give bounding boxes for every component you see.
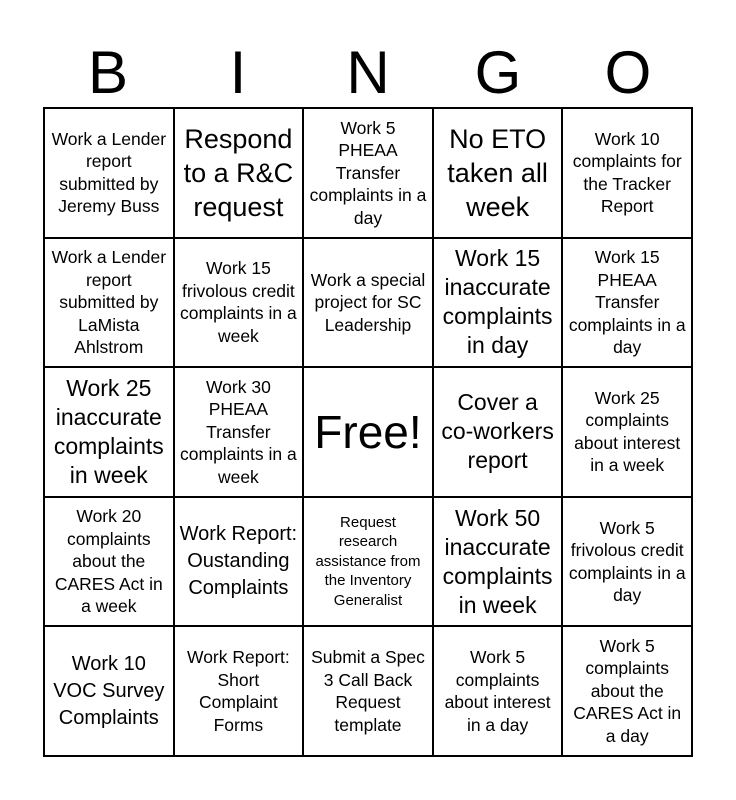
bingo-header bbox=[43, 40, 693, 106]
cell-text: Cover a co-workers report bbox=[441, 389, 554, 474]
bingo-cell-r2c3[interactable] bbox=[303, 238, 433, 368]
bingo-cell-r5c3[interactable] bbox=[303, 626, 433, 756]
cell-text: Submit a Spec 3 Call Back Request template bbox=[311, 647, 425, 735]
bingo-cell-r5c4[interactable] bbox=[433, 626, 563, 756]
bingo-cell-r1c1[interactable] bbox=[44, 108, 174, 238]
bingo-cell-r2c2[interactable] bbox=[174, 238, 304, 368]
cell-text: Work Report: Short Complaint Forms bbox=[187, 647, 290, 735]
cell-text: Work 10 VOC Survey Complaints bbox=[53, 652, 165, 729]
bingo-cell-r4c4[interactable] bbox=[433, 497, 563, 627]
bingo-cell-free[interactable] bbox=[303, 367, 433, 497]
bingo-cell-r1c4[interactable] bbox=[433, 108, 563, 238]
cell-text: Work 15 frivolous credit complaints in a week bbox=[180, 258, 297, 346]
free-space-text: Free! bbox=[314, 405, 422, 458]
cell-text: Work 15 inaccurate complaints in day bbox=[442, 245, 553, 359]
bingo-board bbox=[43, 107, 693, 757]
bingo-cell-r5c5[interactable] bbox=[562, 626, 692, 756]
bingo-cell-r3c1[interactable] bbox=[44, 367, 174, 497]
header-letter-b: B bbox=[87, 39, 129, 106]
header-letter-i: I bbox=[229, 39, 247, 106]
cell-text: Work a Lender report submitted by Jeremy Buss bbox=[51, 128, 167, 217]
cell-text: Work 50 inaccurate complaints in week bbox=[442, 504, 553, 618]
cell-text: Work 5 complaints about interest in a day bbox=[444, 647, 551, 735]
bingo-cell-r4c2[interactable] bbox=[174, 497, 304, 627]
cell-text: Work 5 complaints about the CARES Act in a day bbox=[573, 635, 682, 746]
bingo-cell-r3c5[interactable] bbox=[562, 367, 692, 497]
cell-text: Work 5 PHEAA Transfer complaints in a day bbox=[309, 117, 427, 228]
header-letter-n: N bbox=[346, 39, 390, 106]
bingo-cell-r1c5[interactable] bbox=[562, 108, 692, 238]
cell-text: Work Report: Oustanding Complaints bbox=[179, 523, 298, 600]
cell-text: Work 20 complaints about the CARES Act in a week bbox=[54, 506, 163, 617]
header-letter-g: G bbox=[474, 39, 522, 106]
bingo-cell-r4c5[interactable] bbox=[562, 497, 692, 627]
cell-text: Work 5 frivolous credit complaints in a day bbox=[568, 517, 686, 606]
bingo-cell-r2c1[interactable] bbox=[44, 238, 174, 368]
bingo-cell-r5c2[interactable] bbox=[174, 626, 304, 756]
bingo-cell-r1c3[interactable] bbox=[303, 108, 433, 238]
bingo-cell-r2c5[interactable] bbox=[562, 238, 692, 368]
cell-text: Work 15 PHEAA Transfer complaints in a day bbox=[568, 247, 686, 358]
cell-text: Work 25 complaints about interest in a week bbox=[574, 387, 681, 476]
cell-text: Respond to a R&C request bbox=[183, 123, 294, 222]
cell-text: Work 30 PHEAA Transfer complaints in a week bbox=[180, 376, 297, 487]
bingo-cell-r3c2[interactable] bbox=[174, 367, 304, 497]
cell-text: No ETO taken all week bbox=[447, 123, 548, 222]
bingo-cell-r2c4[interactable] bbox=[433, 238, 563, 368]
bingo-cell-r4c1[interactable] bbox=[44, 497, 174, 627]
cell-text: Work a Lender report submitted by LaMista Ahlstrom bbox=[51, 247, 167, 358]
bingo-cell-r4c3[interactable] bbox=[303, 497, 433, 627]
cell-text: Work 25 inaccurate complaints in week bbox=[53, 374, 164, 488]
bingo-cell-r3c4[interactable] bbox=[433, 367, 563, 497]
header-letter-o: O bbox=[604, 39, 652, 106]
cell-text: Work a special project for SC Leadership bbox=[310, 269, 426, 335]
cell-text: Work 10 complaints for the Tracker Report bbox=[572, 128, 682, 217]
bingo-cell-r5c1[interactable] bbox=[44, 626, 174, 756]
bingo-cell-r1c2[interactable] bbox=[174, 108, 304, 238]
cell-text: Request research assistance from the Inventory Generalist bbox=[315, 513, 421, 609]
